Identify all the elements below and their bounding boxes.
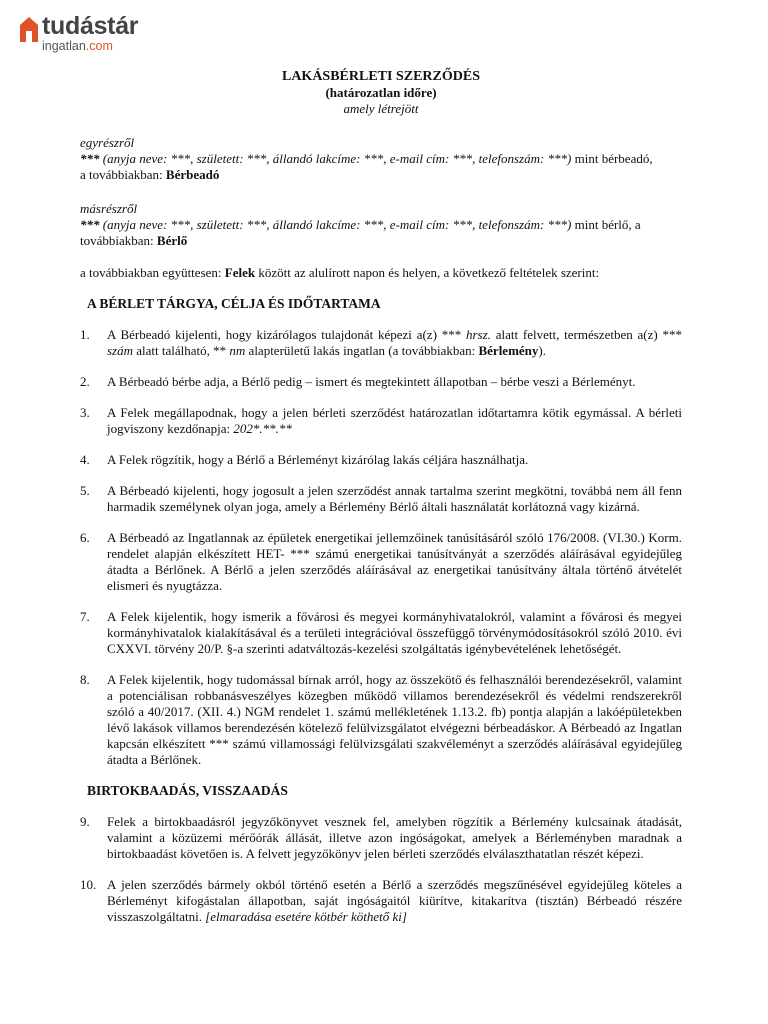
clause-7: 7. A Felek kijelentik, hogy ismerik a fővárosi és megyei kormányhivatalokról, valamint a fővárosi és megyei kormányhivatalok kialakításával és a területi integrációval összefüggő törvénymódosításokról szóló 2010. évi CXXVI. törvény 20/P. §-a szerinti adatváltozás-kezelési szolgáltatás igénybevételének lehetőségét.	[80, 609, 682, 656]
clause-5: 5. A Bérbeadó kijelenti, hogy jogosult a jelen szerződést annak tartalma szerint megkötni, továbbá nem áll fenn harmadik személynek olyan joga, amely a Bérlemény Bérlő általi használatát korlátozná vagy kizárná.	[80, 483, 682, 514]
document-page	[80, 68, 682, 925]
logo[interactable]	[18, 14, 138, 53]
document-title: LAKÁSBÉRLETI SZERZŐDÉS	[281, 69, 481, 84]
clause-4: 4. A Felek rögzítik, hogy a Bérlő a Bérleményt kizárólag lakás céljára használhatja.	[80, 452, 529, 467]
logo-domain: ingatlan.com	[42, 39, 113, 53]
logo-brand: tudástár	[42, 12, 139, 40]
clause-6: 6. A Bérbeadó az Ingatlannak az épületek energetikai jellemzőinek tanúsításáról szóló 176/2008. (VI.30.) Korm. rendelet alapján elkészített HET- *** számú energetikai tanúsítványát a szerződés aláírásával egyidejűleg átadta a Bérlőnek. A Bérlő a jelen szerződés aláírásával az energetikai tanúsítvány általa történő átvételét elismeri és nyugtázza.	[80, 530, 682, 593]
clause-2: 2. A Bérbeadó bérbe adja, a Bérlő pedig – ismert és megtekintett állapotban – bérbe veszi a Bérleményt.	[80, 374, 636, 389]
parties-together: a továbbiakban együttesen: Felek között az alulírott napon és helyen, a következő feltételek szerint:	[80, 265, 600, 280]
party1-label: egyrészről	[80, 135, 135, 150]
document-header	[80, 68, 682, 117]
clause-3: 3. A Felek megállapodnak, hogy a jelen bérleti szerződést határozatlan időtartamra kötik egymással. A bérleti jogviszony kezdőnapja: 202*.**.**	[80, 405, 682, 436]
section-title-handover: BIRTOKBAADÁS, VISSZAADÁS	[87, 783, 288, 798]
party2-details: *** (anyja neve: ***, született: ***, állandó lakcíme: ***, e-mail cím: ***, telefonszám: ***) mint bérlő, a továbbiakban: Bérlő	[80, 217, 641, 248]
section-title-subject: A BÉRLET TÁRGYA, CÉLJA ÉS IDŐTARTAMA	[87, 296, 381, 311]
house-icon	[18, 14, 40, 44]
clause-1: 1. A Bérbeadó kijelenti, hogy kizárólagos tulajdonát képezi a(z) *** hrsz. alatt felvett, természetben a(z) *** szám alatt található, ** nm alapterületű lakás ingatlan (a továbbiakban: Bérlemény).	[80, 327, 683, 358]
party1-details: *** (anyja neve: ***, született: ***, állandó lakcíme: ***, e-mail cím: ***, telefonszám: ***) mint bérbeadó, a továbbiakban: Bérbeadó	[80, 151, 653, 182]
document-subtitle: (határozatlan időre)	[325, 85, 437, 100]
clause-10: 10. A jelen szerződés bármely okból történő esetén a Bérlő a szerződés megszűnésével egyidejűleg köteles a Bérleményt kifogástalan állapotban, saját ingóságaitól kiürítve, kitakarítva (tisztán) Bérbeadó részére visszaszolgáltatni. [elmaradása esetére kötbér köthető ki]	[80, 877, 682, 924]
party2-label: másrészről	[80, 201, 138, 216]
clause-8: 8. A Felek kijelentik, hogy tudomással bírnak arról, hogy az összekötő és felhasználói berendezésekről, valamint a potenciálisan robbanásveszélyes közegben működő villamos berendezésekről és védelmi rendszerekről szóló a 40/2017. (XII. 4.) NGM rendelet 1. számú mellékletének 1.13.2. fb) pontja alapján a lakóépületekben lévő lakások villamos berendezésén kötelező felülvizsgálatot elvégezni bérbeadáskor. A Bérbeadó az Ingatlan kapcsán elkészített *** számú villamossági felülvizsgálati szakvéleményt a szerződés aláírásával egyidejűleg átadta a Bérlőnek.	[80, 672, 682, 767]
clause-9: 9. Felek a birtokbaadásról jegyzőkönyvet vesznek fel, amelyben rögzítik a Bérlemény kulcsainak átadását, valamint a közüzemi mérőórák állását, illetve azon ingóságokat, amelyek a Bérleményben maradnak a birtokbaadást követően is. A felvett jegyzőkönyv jelen bérleti szerződés elválaszthatatlan részét képezi.	[80, 814, 682, 861]
document-intro: amely létrejött	[343, 101, 419, 116]
